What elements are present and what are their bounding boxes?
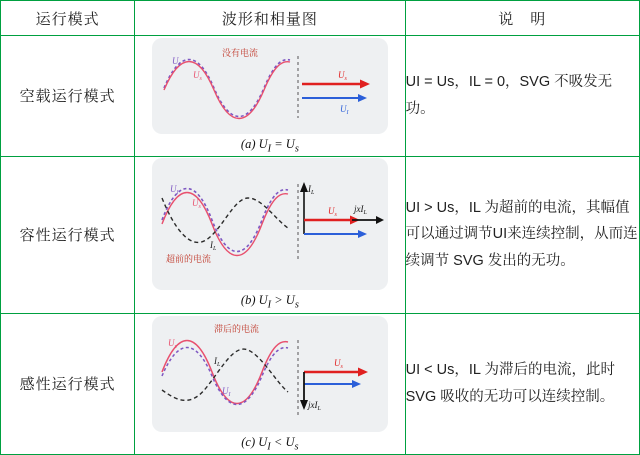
label-phasor-jxil: jxI$_L$	[353, 204, 367, 217]
label-us: $U_s$	[167, 337, 177, 350]
figure-no-load	[152, 38, 388, 134]
phasor-il-arrowhead	[300, 182, 308, 192]
caption-sub2-b: s	[294, 299, 299, 311]
phasor-us-arrowhead	[358, 367, 368, 376]
label-phasor-jxil: jxI$_L$	[307, 399, 321, 412]
table-row	[1, 36, 640, 157]
header-description: 说 明	[405, 1, 639, 36]
waveform-phasor-svg-c	[152, 316, 388, 432]
label-phasor-us: $U_s$	[327, 206, 337, 219]
phasor-us-arrowhead	[360, 79, 370, 88]
curve-us	[162, 193, 288, 256]
label-note-no-current: 没有电流	[221, 47, 258, 58]
label-phasor-us: $U_s$	[337, 69, 347, 82]
waveform-phasor-svg-a	[152, 38, 388, 134]
phasor-ui-arrowhead	[352, 380, 361, 388]
caption-rest-a: = U	[271, 136, 295, 151]
table-row	[1, 156, 640, 313]
description-capacitive: UI > Us，IL 为超前的电流，其幅值可以通过调节UI来连续控制，从而连续调节 SVG 发出的无功。	[405, 156, 639, 313]
caption-sub-b: I	[267, 299, 272, 311]
figure-inductive	[152, 316, 388, 432]
curve-ui	[164, 59, 290, 116]
description-inductive: UI < Us，IL 为滞后的电流，此时 SVG 吸收的无功可以连续控制。	[405, 313, 639, 454]
label-ui: $U_I$	[169, 184, 179, 197]
figure-caption-c	[135, 435, 404, 453]
label-phasor-ui: $U_I$	[339, 103, 349, 116]
caption-rest-b: > U	[271, 293, 295, 308]
caption-sub-c: I	[267, 441, 271, 453]
curve-il	[162, 198, 288, 242]
label-phasor-us: $U_s$	[333, 357, 343, 370]
caption-text-a: (a) U	[240, 136, 268, 151]
caption-sub-a: I	[267, 143, 272, 154]
label-ui: $U_I$	[221, 385, 231, 398]
figure-caption-a	[135, 137, 404, 155]
caption-sub2-c: s	[294, 441, 299, 453]
description-no-load: UI = Us，IL = 0，SVG 不吸发无功。	[405, 36, 639, 157]
figure-cell-capacitive	[135, 156, 405, 313]
label-us: $U_s$	[191, 198, 201, 211]
header-mode: 运行模式	[1, 1, 135, 36]
figure-cell-no-load	[135, 36, 405, 157]
caption-text-b: (b) U	[240, 293, 268, 308]
figure-cell-inductive	[135, 313, 405, 454]
phasor-jxil-arrowhead	[376, 216, 384, 224]
phasor-ui-arrowhead	[358, 94, 367, 102]
table-row	[1, 313, 640, 454]
mode-label-inductive: 感性运行模式	[1, 313, 135, 454]
caption-sub2-a: s	[294, 143, 299, 154]
phasor-ui-arrowhead	[358, 230, 367, 238]
waveform-phasor-svg-b	[152, 158, 388, 290]
figure-caption-b	[135, 293, 404, 311]
figure-capacitive	[152, 158, 388, 290]
mode-label-capacitive: 容性运行模式	[1, 156, 135, 313]
curve-ui	[162, 189, 288, 252]
label-il: $I_L$	[213, 355, 221, 368]
table-header-row	[1, 1, 640, 36]
label-note-lagging-current: 滞后的电流	[213, 323, 259, 334]
caption-rest-c: < U	[270, 434, 295, 449]
mode-label-no-load: 空载运行模式	[1, 36, 135, 157]
header-waveform: 波形和相量图	[135, 1, 405, 36]
label-ui: $U_I$	[171, 55, 181, 68]
label-il: $I_L$	[209, 240, 217, 253]
phasor-jxil-arrowhead	[300, 400, 308, 410]
caption-text-c: (c) U	[241, 434, 268, 449]
label-us: $U_s$	[192, 69, 202, 82]
label-note-leading-current: 超前的电流	[165, 254, 211, 265]
label-axis-il: $I_L$	[307, 184, 315, 197]
